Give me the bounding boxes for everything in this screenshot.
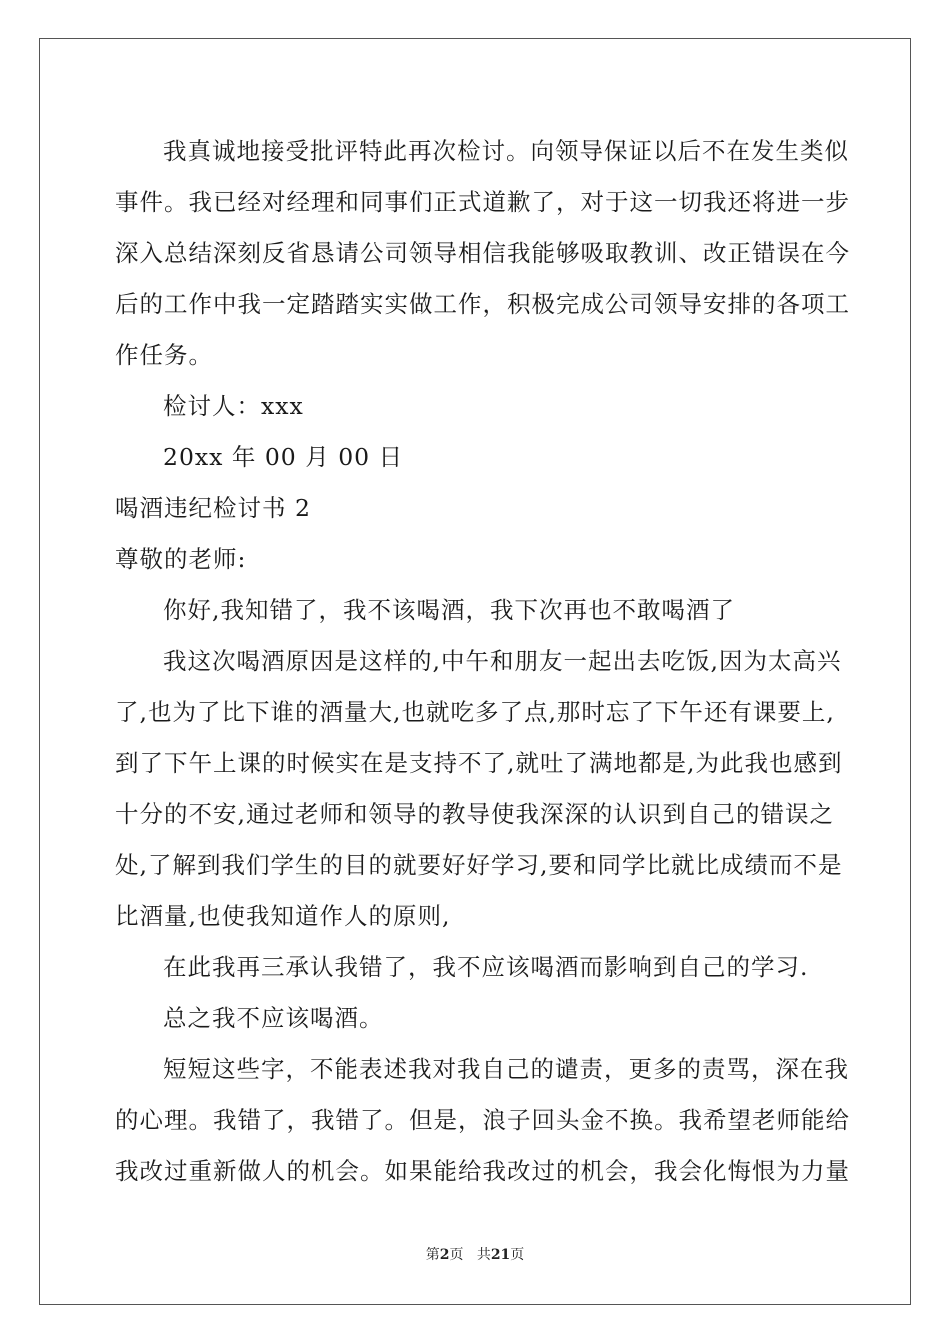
page-number: 2 bbox=[439, 1247, 450, 1263]
paragraph-line: 你好,我知错了，我不该喝酒，我下次再也不敢喝酒了 bbox=[163, 596, 735, 624]
paragraph-line: 作任务。 bbox=[115, 341, 213, 369]
paragraph-line: 了,也为了比下谁的酒量大,也就吃多了点,那时忘了下午还有课要上, bbox=[115, 698, 835, 726]
paragraph-line: 事件。我已经对经理和同事们正式道歉了，对于这一切我还将进一步 bbox=[115, 188, 850, 216]
paragraph-line: 我真诚地接受批评特此再次检讨。向领导保证以后不在发生类似 bbox=[163, 137, 849, 165]
paragraph-line: 十分的不安,通过老师和领导的教导使我深深的认识到自己的错误之 bbox=[115, 800, 834, 828]
date-line: 20xx 年 00 月 00 日 bbox=[163, 443, 404, 471]
page-footer bbox=[0, 1244, 950, 1264]
total-pages: 21 bbox=[490, 1247, 511, 1263]
paragraph-line: 后的工作中我一定踏踏实实做工作，积极完成公司领导安排的各项工 bbox=[115, 290, 850, 318]
signature-line: 检讨人：xxx bbox=[163, 392, 304, 420]
paragraph-line: 深入总结深刻反省恳请公司领导相信我能够吸取教训、改正错误在今 bbox=[115, 239, 850, 267]
paragraph-line: 比酒量,也使我知道作人的原则, bbox=[115, 902, 451, 930]
page-suffix: 页 bbox=[449, 1247, 464, 1263]
section-title: 喝酒违纪检讨书 2 bbox=[115, 494, 311, 522]
paragraph-line: 我改过重新做人的机会。如果能给我改过的机会，我会化悔恨为力量 bbox=[115, 1157, 850, 1185]
page-prefix: 第 bbox=[425, 1247, 440, 1263]
document-body bbox=[115, 126, 850, 1197]
salutation: 尊敬的老师: bbox=[115, 545, 247, 573]
paragraph-line: 到了下午上课的时候实在是支持不了,就吐了满地都是,为此我也感到 bbox=[115, 749, 843, 777]
paragraph-line: 的心理。我错了，我错了。但是，浪子回头金不换。我希望老师能给 bbox=[115, 1106, 850, 1134]
paragraph-line: 在此我再三承认我错了，我不应该喝酒而影响到自己的学习. bbox=[163, 953, 809, 981]
total-prefix: 共 bbox=[476, 1247, 491, 1263]
paragraph-line: 短短这些字，不能表述我对我自己的谴责，更多的责骂，深在我 bbox=[163, 1055, 849, 1083]
paragraph-line: 总之我不应该喝酒。 bbox=[163, 1004, 384, 1032]
total-suffix: 页 bbox=[510, 1247, 525, 1263]
paragraph-line: 我这次喝酒原因是这样的,中午和朋友一起出去吃饭,因为太高兴 bbox=[163, 647, 842, 675]
paragraph-line: 处,了解到我们学生的目的就要好好学习,要和同学比就比成绩而不是 bbox=[115, 851, 843, 879]
